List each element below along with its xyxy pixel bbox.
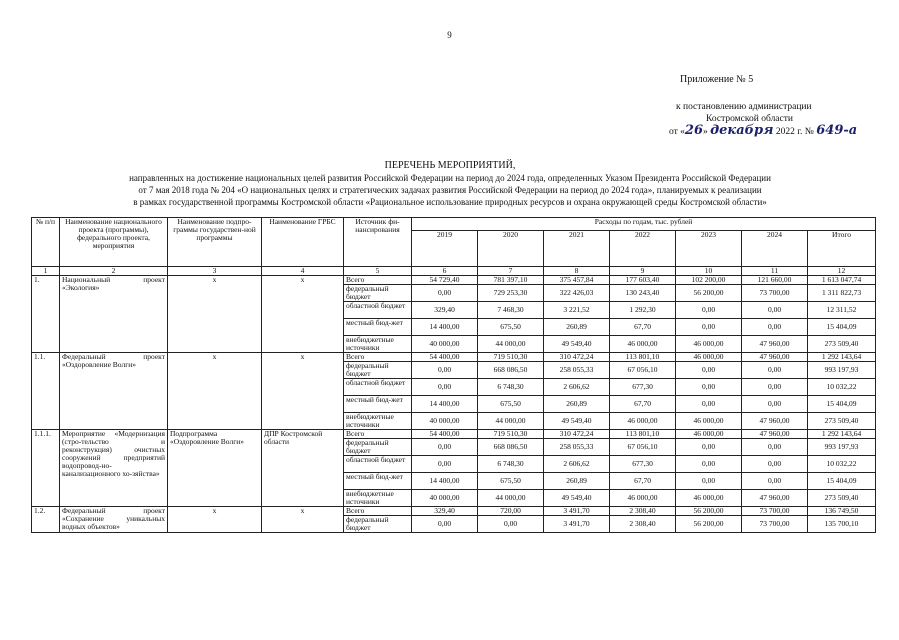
- document-subtitle-line-3: в рамках государственной программы Костромской области «Рациональное использование природных ресурсов и охрана окружающей среды Костромской области»: [133, 197, 767, 207]
- row-value: 14 400,00: [412, 396, 478, 413]
- row-value: 0,00: [676, 456, 742, 473]
- row-value: 40 000,00: [412, 413, 478, 430]
- row-value: 0,00: [412, 285, 478, 302]
- row-value: 719 510,30: [478, 430, 544, 439]
- row-value: 46 000,00: [676, 336, 742, 353]
- row-value: 258 055,33: [544, 439, 610, 456]
- column-number: 6: [412, 267, 478, 276]
- row-value: 329,40: [412, 302, 478, 319]
- row-value: 0,00: [676, 302, 742, 319]
- row-value: 56 200,00: [676, 285, 742, 302]
- row-value: 0,00: [412, 379, 478, 396]
- row-value: 273 509,40: [808, 413, 876, 430]
- row-value: 0,00: [676, 439, 742, 456]
- row-name: Федеральный проект «Оздоровление Волги»: [60, 353, 168, 430]
- row-value: 993 197,93: [808, 439, 876, 456]
- row-value: 329,40: [412, 507, 478, 516]
- header-source: Источник фи-нансирования: [344, 218, 412, 267]
- row-value: 2 308,40: [610, 507, 676, 516]
- header-name: Наименование национального проекта (программы), федерального проекта, мероприятия: [60, 218, 168, 267]
- column-number: 9: [610, 267, 676, 276]
- row-value: 113 801,10: [610, 430, 676, 439]
- row-value: 1 292 143,64: [808, 430, 876, 439]
- row-value: 40 000,00: [412, 336, 478, 353]
- row-value: 0,00: [742, 362, 808, 379]
- row-value: 258 055,33: [544, 362, 610, 379]
- row-value: 0,00: [742, 302, 808, 319]
- row-name: Национальный проект «Экология»: [60, 276, 168, 353]
- row-value: 0,00: [742, 396, 808, 413]
- column-number: 12: [808, 267, 876, 276]
- row-value: 67,70: [610, 319, 676, 336]
- row-value: 136 749,50: [808, 507, 876, 516]
- row-name: Федеральный проект «Сохранение уникальных водных объектов»: [60, 507, 168, 533]
- row-value: 44 000,00: [478, 336, 544, 353]
- row-grbs: ДПР Костромской области: [262, 430, 344, 507]
- row-value: 44 000,00: [478, 413, 544, 430]
- table-row: [32, 507, 876, 516]
- table-row: [32, 353, 876, 362]
- row-grbs: х: [262, 353, 344, 430]
- row-value: 0,00: [742, 456, 808, 473]
- row-number: 1.1.: [32, 353, 60, 430]
- column-number: 2: [60, 267, 168, 276]
- table-row: [32, 276, 876, 285]
- row-value: 375 457,84: [544, 276, 610, 285]
- column-number: 1: [32, 267, 60, 276]
- row-value: 668 086,50: [478, 362, 544, 379]
- row-value: 67,70: [610, 473, 676, 490]
- decree-year: 2022 г. №: [773, 127, 817, 137]
- column-number: 5: [344, 267, 412, 276]
- row-subprogram: х: [168, 276, 262, 353]
- row-source: федеральный бюджет: [344, 362, 412, 379]
- row-value: 46 000,00: [676, 430, 742, 439]
- row-value: 260,89: [544, 473, 610, 490]
- row-value: 677,30: [610, 379, 676, 396]
- header-year: 2020: [478, 231, 544, 267]
- header-year: 2024: [742, 231, 808, 267]
- row-value: 67,70: [610, 396, 676, 413]
- header-year: 2022: [610, 231, 676, 267]
- column-number: 4: [262, 267, 344, 276]
- header-grbs: Наименование ГРБС: [262, 218, 344, 267]
- row-source: местный бюд-жет: [344, 396, 412, 413]
- row-value: 1 311 822,73: [808, 285, 876, 302]
- header-year: 2019: [412, 231, 478, 267]
- row-source: областной бюджет: [344, 302, 412, 319]
- row-value: 322 426,03: [544, 285, 610, 302]
- decree-mid: »: [703, 127, 711, 137]
- row-value: 675,50: [478, 396, 544, 413]
- row-value: 47 960,00: [742, 413, 808, 430]
- row-value: 0,00: [412, 362, 478, 379]
- row-source: областной бюджет: [344, 379, 412, 396]
- column-number: 3: [168, 267, 262, 276]
- row-source: федеральный бюджет: [344, 285, 412, 302]
- row-value: 56 200,00: [676, 516, 742, 533]
- row-source: областной бюджет: [344, 456, 412, 473]
- row-number: 1.: [32, 276, 60, 353]
- row-value: 675,50: [478, 473, 544, 490]
- row-value: 14 400,00: [412, 319, 478, 336]
- row-source: Всего: [344, 353, 412, 362]
- row-value: 3 491,70: [544, 516, 610, 533]
- row-source: внебюджетные источники: [344, 336, 412, 353]
- row-name: Мероприятие «Модернизация (стро-тельство и реконструкция) очистных сооружений предприятий водопровод-но-канализационного хо-зяйства»: [60, 430, 168, 507]
- decree-month-handwritten: декабря: [710, 123, 774, 138]
- row-value: 54 400,00: [412, 430, 478, 439]
- row-value: 2 606,62: [544, 379, 610, 396]
- document-subtitle-line-2: от 7 мая 2018 года № 204 «О национальных целях и стратегических задачах развития Российской Федерации на период до 2024 года», планируемых к реализации: [138, 185, 762, 195]
- row-value: 49 549,40: [544, 336, 610, 353]
- header-expenses: Расходы по годам, тыс. рублей: [412, 218, 876, 231]
- row-value: 0,00: [412, 456, 478, 473]
- row-value: 54 729,40: [412, 276, 478, 285]
- row-value: 15 404,09: [808, 396, 876, 413]
- row-value: 177 603,40: [610, 276, 676, 285]
- row-value: 677,30: [610, 456, 676, 473]
- row-value: 67 056,10: [610, 362, 676, 379]
- row-value: 273 509,40: [808, 490, 876, 507]
- row-source: Всего: [344, 276, 412, 285]
- row-source: местный бюд-жет: [344, 473, 412, 490]
- row-value: 15 404,09: [808, 319, 876, 336]
- row-value: 2 606,62: [544, 456, 610, 473]
- row-value: 73 700,00: [742, 285, 808, 302]
- document-subtitle-line-1: направленных на достижение национальных целей развития Российской Федерации на период до 2024 года, определенных Указом Президента Российской Федерации: [129, 173, 771, 183]
- row-number: 1.2.: [32, 507, 60, 533]
- row-value: 10 032,22: [808, 379, 876, 396]
- row-value: 54 400,00: [412, 353, 478, 362]
- row-value: 0,00: [676, 319, 742, 336]
- row-value: 0,00: [742, 439, 808, 456]
- row-value: 130 243,40: [610, 285, 676, 302]
- row-value: 46 000,00: [676, 413, 742, 430]
- row-value: 729 253,30: [478, 285, 544, 302]
- row-value: 720,00: [478, 507, 544, 516]
- row-source: внебюджетные источники: [344, 413, 412, 430]
- row-value: 6 748,30: [478, 379, 544, 396]
- row-value: 46 000,00: [676, 490, 742, 507]
- row-value: 73 700,00: [742, 516, 808, 533]
- row-value: 0,00: [676, 396, 742, 413]
- row-source: федеральный бюджет: [344, 516, 412, 533]
- row-value: 49 549,40: [544, 413, 610, 430]
- row-value: 47 960,00: [742, 353, 808, 362]
- row-value: 719 510,30: [478, 353, 544, 362]
- annex-label: Приложение № 5: [680, 74, 754, 85]
- row-value: 102 200,00: [676, 276, 742, 285]
- row-value: 2 308,40: [610, 516, 676, 533]
- decree-number-handwritten: 649-а: [816, 123, 858, 138]
- row-source: внебюджетные источники: [344, 490, 412, 507]
- header-num: № п/п: [32, 218, 60, 267]
- decree-line-2: Костромской области: [706, 114, 793, 124]
- row-value: 47 960,00: [742, 336, 808, 353]
- row-source: федеральный бюджет: [344, 439, 412, 456]
- row-value: 44 000,00: [478, 490, 544, 507]
- row-value: 15 404,09: [808, 473, 876, 490]
- row-value: 3 221,52: [544, 302, 610, 319]
- row-value: 135 700,10: [808, 516, 876, 533]
- row-value: 0,00: [478, 516, 544, 533]
- row-value: 1 292 143,64: [808, 353, 876, 362]
- column-number: 10: [676, 267, 742, 276]
- row-value: 0,00: [676, 379, 742, 396]
- row-value: 47 960,00: [742, 490, 808, 507]
- decree-day-handwritten: 26: [684, 123, 703, 138]
- row-value: 46 000,00: [610, 490, 676, 507]
- row-value: 46 000,00: [610, 336, 676, 353]
- row-value: 273 509,40: [808, 336, 876, 353]
- header-year: 2023: [676, 231, 742, 267]
- header-total: Итого: [808, 231, 876, 267]
- row-value: 56 200,00: [676, 507, 742, 516]
- table-row: [32, 430, 876, 439]
- row-value: 668 086,50: [478, 439, 544, 456]
- row-value: 3 491,70: [544, 507, 610, 516]
- row-value: 260,89: [544, 319, 610, 336]
- row-value: 1 613 047,74: [808, 276, 876, 285]
- row-number: 1.1.1.: [32, 430, 60, 507]
- row-value: 0,00: [676, 473, 742, 490]
- row-grbs: х: [262, 507, 344, 533]
- row-value: 12 311,52: [808, 302, 876, 319]
- row-subprogram: х: [168, 353, 262, 430]
- row-value: 781 397,10: [478, 276, 544, 285]
- row-value: 49 549,40: [544, 490, 610, 507]
- row-source: Всего: [344, 507, 412, 516]
- page-number: 9: [447, 30, 452, 40]
- row-value: 46 000,00: [676, 353, 742, 362]
- column-number: 11: [742, 267, 808, 276]
- header-year: 2021: [544, 231, 610, 267]
- row-value: 993 197,93: [808, 362, 876, 379]
- row-value: 0,00: [676, 362, 742, 379]
- row-value: 0,00: [412, 439, 478, 456]
- column-number: 7: [478, 267, 544, 276]
- row-subprogram: Подпрограмма «Оздоровление Волги»: [168, 430, 262, 507]
- row-value: 0,00: [742, 319, 808, 336]
- row-value: 113 801,10: [610, 353, 676, 362]
- column-number: 8: [544, 267, 610, 276]
- measures-table: [31, 217, 876, 533]
- row-value: 675,50: [478, 319, 544, 336]
- row-source: Всего: [344, 430, 412, 439]
- row-value: 260,89: [544, 396, 610, 413]
- document-title: ПЕРЕЧЕНЬ МЕРОПРИЯТИЙ,: [384, 160, 516, 171]
- row-value: 6 748,30: [478, 456, 544, 473]
- row-value: 46 000,00: [610, 413, 676, 430]
- row-value: 1 292,30: [610, 302, 676, 319]
- header-subprogram: Наименование подпро-граммы государствен-ной программы: [168, 218, 262, 267]
- decree-date-line: [669, 123, 857, 138]
- row-value: 0,00: [742, 379, 808, 396]
- row-value: 67 056,10: [610, 439, 676, 456]
- row-value: 121 660,00: [742, 276, 808, 285]
- row-value: 47 960,00: [742, 430, 808, 439]
- row-value: 310 472,24: [544, 430, 610, 439]
- row-grbs: х: [262, 276, 344, 353]
- row-value: 0,00: [412, 516, 478, 533]
- decree-line-1: к постановлению администрации: [676, 102, 812, 112]
- row-value: 40 000,00: [412, 490, 478, 507]
- row-value: 10 032,22: [808, 456, 876, 473]
- decree-from: от «: [669, 127, 685, 137]
- row-source: местный бюд-жет: [344, 319, 412, 336]
- row-value: 7 468,30: [478, 302, 544, 319]
- row-value: 0,00: [742, 473, 808, 490]
- row-value: 310 472,24: [544, 353, 610, 362]
- row-value: 73 700,00: [742, 507, 808, 516]
- row-subprogram: х: [168, 507, 262, 533]
- row-value: 14 400,00: [412, 473, 478, 490]
